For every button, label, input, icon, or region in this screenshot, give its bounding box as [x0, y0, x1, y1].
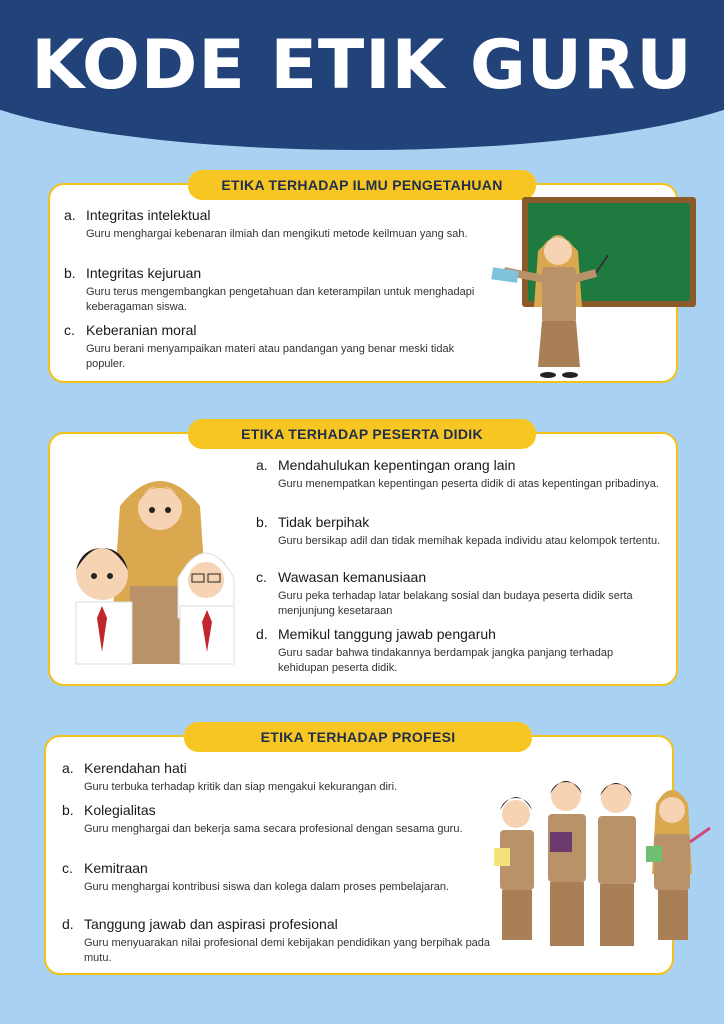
item-description: Guru menempatkan kepentingan peserta didik di atas kepentingan pribadinya. — [278, 478, 659, 490]
item-description: Guru menghargai kontribusi siswa dan kolega dalam proses pembelajaran. — [84, 881, 450, 893]
item-title: Kolegialitas — [84, 802, 156, 818]
item-description: Guru menghargai dan bekerja sama secara profesional dengan sesama guru. — [84, 823, 463, 835]
list-item — [62, 802, 482, 837]
list-item — [256, 457, 666, 492]
item-letter: b. — [256, 514, 268, 530]
item-title: Kerendahan hati — [84, 760, 187, 776]
item-title: Tidak berpihak — [278, 514, 370, 530]
item-title: Mendahulukan kepentingan orang lain — [278, 457, 516, 473]
item-description: Guru terbuka terhadap kritik dan siap mengakui kekurangan diri. — [84, 781, 398, 793]
list-item — [256, 569, 666, 619]
item-description: Guru bersikap adil dan tidak memihak kepada individu atau kelompok tertentu. — [278, 535, 661, 547]
section-heading-knowledge: ETIKA TERHADAP ILMU PENGETAHUAN — [188, 170, 536, 200]
list-item — [62, 860, 482, 895]
item-description: Guru terus mengembangkan pengetahuan dan keterampilan untuk menghadapi keberagaman siswa. — [86, 286, 475, 313]
section-heading-profession: ETIKA TERHADAP PROFESI — [184, 722, 532, 752]
list-item — [64, 207, 484, 242]
teacher-at-chalkboard-illustration — [486, 193, 700, 385]
item-title: Keberanian moral — [86, 322, 197, 338]
item-letter: b. — [62, 802, 74, 818]
item-letter: a. — [256, 457, 268, 473]
item-letter: c. — [62, 860, 73, 876]
item-title: Integritas intelektual — [86, 207, 211, 223]
list-item — [256, 514, 666, 549]
item-letter: a. — [64, 207, 76, 223]
item-letter: c. — [256, 569, 267, 585]
item-description: Guru menyuarakan nilai profesional demi kebijakan pendidikan yang berpihak pada mutu. — [84, 937, 491, 964]
list-item — [62, 760, 482, 795]
item-letter: d. — [62, 916, 74, 932]
list-item — [256, 626, 666, 676]
list-item — [64, 265, 484, 315]
item-letter: a. — [62, 760, 74, 776]
list-item — [64, 322, 484, 372]
item-letter: d. — [256, 626, 268, 642]
section-heading-students: ETIKA TERHADAP PESERTA DIDIK — [188, 419, 536, 449]
group-of-teachers-illustration — [478, 774, 714, 954]
item-description: Guru sadar bahwa tindakannya berdampak jangka panjang terhadap kehidupan peserta didik. — [278, 647, 614, 674]
item-letter: b. — [64, 265, 76, 281]
item-description: Guru berani menyampaikan materi atau pandangan yang benar meski tidak populer. — [86, 343, 455, 370]
item-title: Memikul tanggung jawab pengaruh — [278, 626, 496, 642]
item-title: Integritas kejuruan — [86, 265, 202, 281]
item-title: Kemitraan — [84, 860, 148, 876]
page-title: KODE ETIK GURU — [31, 26, 693, 105]
item-description: Guru peka terhadap latar belakang sosial dan budaya peserta didik serta menjunjung kesetaraan — [278, 590, 633, 617]
item-title: Tanggung jawab dan aspirasi profesional — [84, 916, 338, 932]
teacher-with-students-illustration — [70, 466, 250, 666]
item-letter: c. — [64, 322, 75, 338]
list-item — [62, 916, 492, 966]
item-title: Wawasan kemanusiaan — [278, 569, 427, 585]
item-description: Guru menghargai kebenaran ilmiah dan mengikuti metode keilmuan yang sah. — [86, 228, 468, 240]
